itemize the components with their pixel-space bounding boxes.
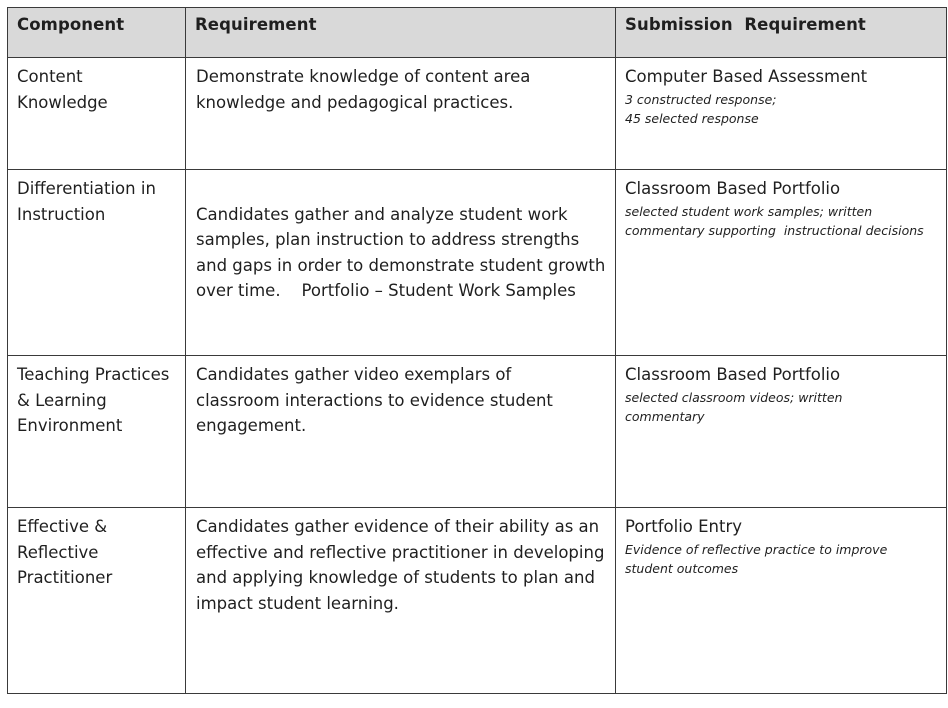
submission-title: Computer Based Assessment [625,67,868,86]
requirements-table [7,7,947,694]
component-label: Content Knowledge [17,67,108,112]
submission-detail-line: commentary supporting instructional decisions [625,222,924,238]
header-component: Component [8,8,186,58]
table-row [8,508,947,694]
header-requirement: Requirement [186,8,616,58]
requirement-text: Demonstrate knowledge of content area knowledge and pedagogical practices. [196,67,531,112]
submission-title: Portfolio Entry [625,517,743,536]
submission-title: Classroom Based Portfolio [625,179,841,198]
component-label: Teaching Practices & Learning Environment [17,365,170,435]
submission-detail-line: selected student work samples; written [625,203,873,219]
submission-detail-line: 45 selected response [625,110,759,126]
table-row [8,356,947,508]
table-row [8,58,947,170]
component-label: Effective & Reflective Practitioner [17,517,113,587]
submission-detail-line: selected classroom videos; written [625,389,843,405]
component-label: Differentiation in Instruction [17,179,156,224]
requirement-cell [186,508,616,694]
submission-detail-line: Evidence of reflective practice to improve [625,541,888,557]
submission-title: Classroom Based Portfolio [625,365,841,384]
requirement-text: Candidates gather and analyze student work samples, plan instruction to address strengths and gaps in order to demonstrate student growth over time. Portfolio – Student Work Samples [196,204,611,300]
requirement-cell [186,170,616,356]
component-cell [8,58,186,170]
submission-cell [616,58,947,170]
requirement-cell [186,356,616,508]
table-row [8,170,947,356]
table-header-row [8,8,947,58]
submission-detail-line: student outcomes [625,560,739,576]
submission-detail-line: 3 constructed response; [625,91,777,107]
requirement-text: Candidates gather video exemplars of classroom interactions to evidence student engagement. [196,365,553,435]
component-cell [8,508,186,694]
submission-detail-line: commentary [625,408,705,424]
header-submission-requirement: Submission Requirement [616,8,947,58]
submission-cell [616,170,947,356]
component-cell [8,170,186,356]
requirement-text: Candidates gather evidence of their ability as an effective and reflective practitioner in developing and applying knowledge of students to plan and impact student learning. [196,517,605,613]
requirement-cell [186,58,616,170]
submission-cell [616,508,947,694]
component-cell [8,356,186,508]
submission-cell [616,356,947,508]
